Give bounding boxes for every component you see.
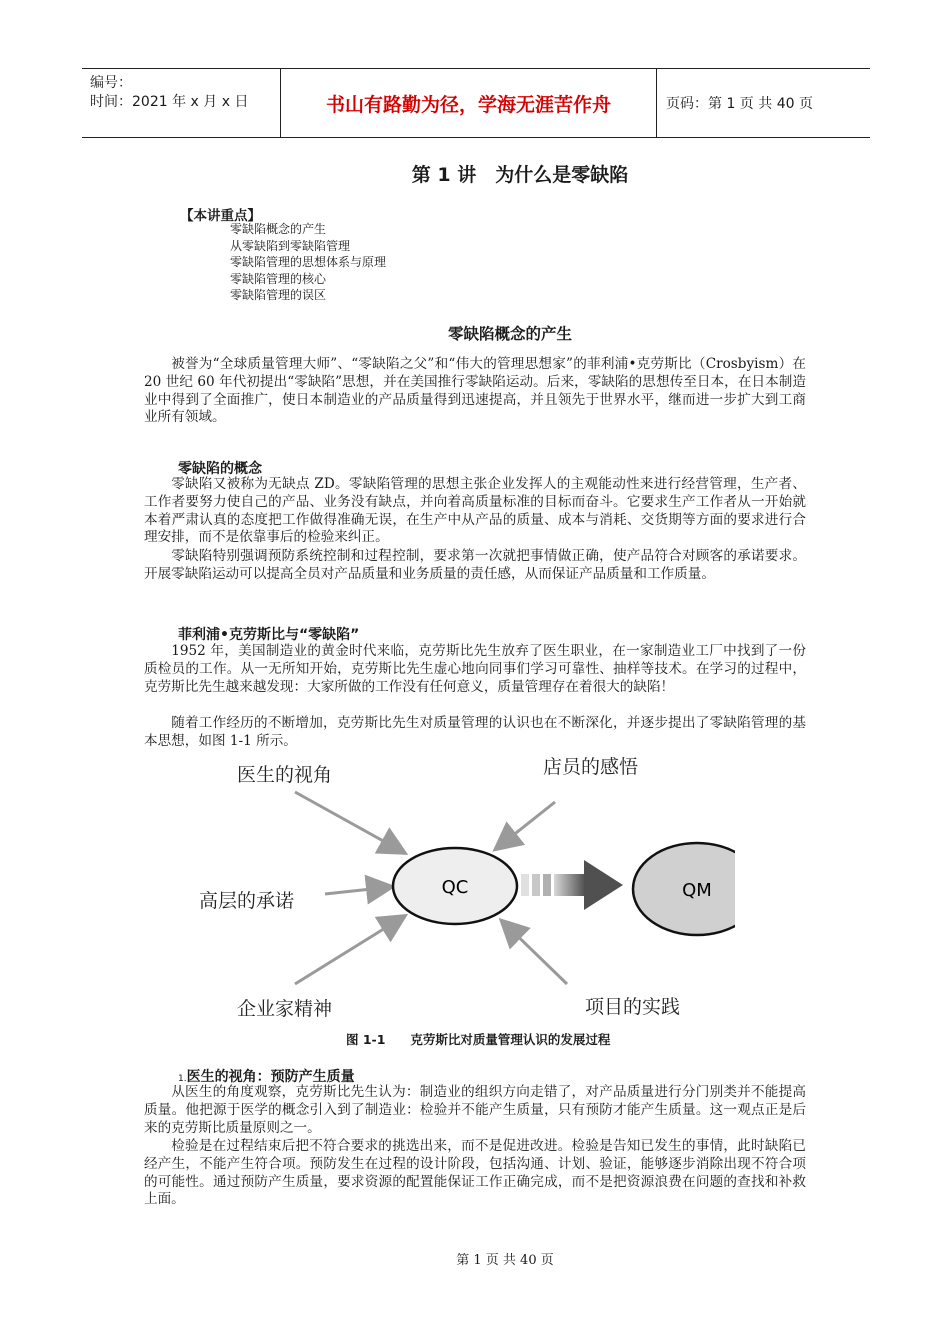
transition-arrow bbox=[521, 860, 623, 910]
paragraph-crosby-thought: 随着工作经历的不断增加，克劳斯比先生对质量管理的认识也在不断深化，并逐步提出了零缺陷管理的基本思想，如图 1-1 所示。 bbox=[144, 715, 806, 749]
arrow-bottom-right bbox=[503, 922, 567, 984]
arrow-top-right bbox=[497, 802, 555, 848]
label-doctor-view: 医生的视角 bbox=[237, 764, 333, 786]
subheading-zd-concept: 零缺陷的概念 bbox=[178, 461, 262, 477]
header-meta-cell bbox=[82, 69, 281, 137]
subheading-crosby: 菲利浦•克劳斯比与“零缺陷” bbox=[178, 627, 360, 643]
paragraph-crosby-history: 1952 年，美国制造业的黄金时代来临，克劳斯比先生放弃了医生职业，在一家制造业工厂中找到了一份质检员的工作。从一无所知开始，克劳斯比先生虚心地向同事们学习可靠性、抽样等技术。在学习的过程中，克劳斯比先生越来越发现：大家所做的工作没有任何意义，质量管理存在着很大的缺陷！ bbox=[144, 643, 806, 695]
arrow-bottom-left bbox=[295, 917, 403, 984]
key-point-item: 零缺陷管理的核心 bbox=[230, 271, 327, 286]
paragraph-zd-concept: 零缺陷又被称为无缺点 ZD。零缺陷管理的思想主张企业发挥人的主观能动性来进行经营管理，生产者、工作者要努力使自己的产品、业务没有缺点，并向着高质量标准的目标而奋斗。它要求生产工作者从一开始就本着严肃认真的态度把工作做得准确无误，在生产中从产品的质量、成本与消耗、交货期等方面的要求进行合理安排，而不是依靠事后的检验来纠正。 bbox=[144, 476, 806, 546]
paragraph-inspection: 检验是在过程结束后把不符合要求的挑选出来，而不是促进改进。检验是告知已发生的事情，此时缺陷已经产生，不能产生符合项。预防发生在过程的设计阶段，包括沟通、计划、验证，能够逐步消除出现不符合项的可能性。通过预防产生质量，要求资源的配置能保证工作正确完成，而不是把资源浪费在问题的查找和补救上面。 bbox=[144, 1138, 806, 1208]
key-points-label: 【本讲重点】 bbox=[180, 208, 261, 224]
key-point-item: 零缺陷管理的误区 bbox=[230, 288, 327, 302]
section-title-wrap bbox=[0, 322, 950, 344]
key-point-item: 零缺陷管理的思想体系与原理 bbox=[230, 255, 387, 269]
label-clerk-insight: 店员的感悟 bbox=[543, 756, 639, 778]
arrow-top-left bbox=[295, 792, 403, 852]
header-table bbox=[82, 68, 870, 138]
figure-caption: 图 1-1 克劳斯比对质量管理认识的发展过程 bbox=[346, 1032, 611, 1047]
key-point-item: 从零缺陷到零缺陷管理 bbox=[230, 238, 351, 253]
figure-qc-to-qm bbox=[175, 752, 735, 1027]
paragraph-doctor-view: 从医生的角度观察，克劳斯比先生认为：制造业的组织方向走错了，对产品质量进行分门别类并不能提高质量。他把源于医学的概念引入到了制造业：检验并不能产生质量，只有预防才能产生质量。这一观点正是后来的克劳斯比质量原则之一。 bbox=[144, 1084, 806, 1136]
qm-label: QM bbox=[682, 880, 712, 901]
page-footer-wrap bbox=[0, 1249, 950, 1268]
label-leadership-commitment: 高层的承诺 bbox=[199, 890, 295, 912]
doc-number-label: 编号： bbox=[90, 75, 132, 91]
doc-date: 时间：2021 年 x 月 x 日 bbox=[90, 94, 249, 110]
header-page-info: 页码：第 1 页 共 40 页 bbox=[666, 96, 813, 112]
page-footer: 第 1 页 共 40 页 bbox=[456, 1253, 554, 1268]
subheading-doctor-view-text: 医生的视角：预防产生质量 bbox=[186, 1069, 355, 1085]
subheading-number: 1. bbox=[178, 1074, 187, 1084]
key-points-list bbox=[230, 221, 386, 304]
key-point-item: 零缺陷概念的产生 bbox=[230, 222, 327, 236]
paragraph-intro: 被誉为“全球质量管理大师”、“零缺陷之父”和“伟大的管理思想家”的菲利浦•克劳斯比（Crosbyism）在 20 世纪 60 年代初提出“零缺陷”思想，并在美国推行零缺陷运动。后来，零缺陷的思想传至日本，在日本制造业中得到了全面推广，使日本制造业的产品质量得到迅速提高，并且领先于世界水平，继而进一步扩大到工商业所有领域。 bbox=[144, 356, 806, 426]
paragraph-zd-prevention: 零缺陷特别强调预防系统控制和过程控制，要求第一次就把事情做正确，使产品符合对顾客的承诺要求。开展零缺陷运动可以提高全员对产品质量和业务质量的责任感，从而保证产品质量和工作质量。 bbox=[144, 548, 806, 582]
subheading-doctor-view bbox=[178, 1066, 355, 1086]
page-title-wrap bbox=[0, 160, 950, 187]
header-motto: 书山有路勤为径，学海无涯苦作舟 bbox=[281, 69, 657, 137]
label-project-practice: 项目的实践 bbox=[585, 996, 681, 1018]
label-entrepreneurship: 企业家精神 bbox=[237, 998, 333, 1020]
section-title: 零缺陷概念的产生 bbox=[447, 325, 572, 343]
page-title: 第 1 讲 为什么是零缺陷 bbox=[411, 164, 629, 186]
arrow-mid-left bbox=[325, 887, 390, 894]
qc-label: QC bbox=[441, 877, 469, 898]
